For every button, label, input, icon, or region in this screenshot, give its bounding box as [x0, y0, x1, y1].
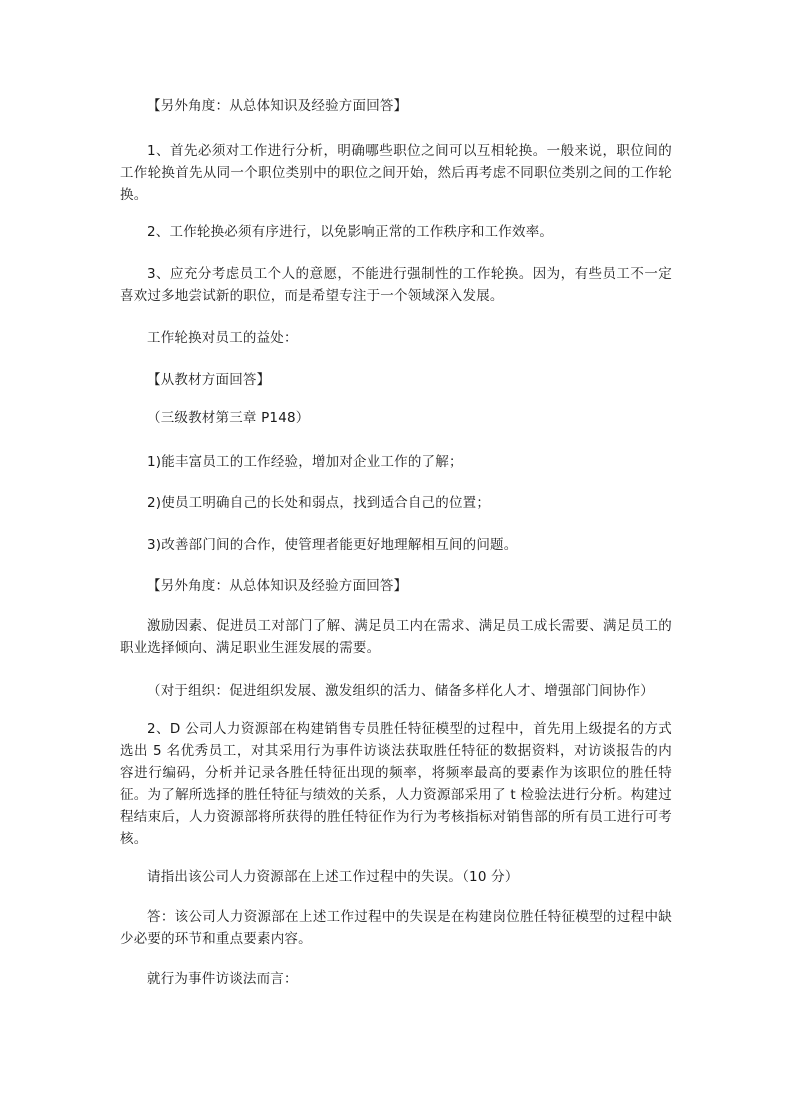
paragraph-bei-intro: 就行为事件访谈法而言：: [147, 971, 298, 987]
list-item-benefit-3: 3)改善部门间的合作，使管理者能更好地理解相互间的问题。: [147, 537, 518, 553]
section-heading-other-angle: 【另外角度：从总体知识及经验方面回答】: [147, 98, 408, 114]
list-item-benefit-2: 2)使员工明确自己的长处和弱点，找到适合自己的位置；: [147, 495, 491, 511]
paragraph-motivation-factors: 激励因素、促进员工对部门了解、满足员工内在需求、满足员工成长需要、满足员工的职业选择倾向、满足职业生涯发展的需要。: [120, 618, 672, 656]
paragraph-rotation-point-3: 3、应充分考虑员工个人的意愿，不能进行强制性的工作轮换。因为，有些员工不一定喜欢过多地尝试新的职位，而是希望专注于一个领域深入发展。: [120, 266, 672, 304]
paragraph-organization-benefits: （对于组织：促进组织发展、激发组织的活力、储备多样化人才、增强部门间协作）: [147, 683, 654, 699]
paragraph-case-question-2: 2、D 公司人力资源部在构建销售专员胜任特征模型的过程中，首先用上级提名的方式选出 5 名优秀员工，对其采用行为事件访谈法获取胜任特征的数据资料，对访谈报告的内容进行编码，分析并记录各胜任特征出现的频率，将频率最高的要素作为该职位的胜任特征。为了解所选择的胜任特征与绩效的关系，人力资源部采用了 t 检验法进行分析。构建过程结束后，人力资源部将所获得的胜任特征作为行为考核指标对销售部的所有员工进行可考核。: [120, 721, 672, 847]
paragraph-answer: 答：该公司人力资源部在上述工作过程中的失误是在构建岗位胜任特征模型的过程中缺少必要的环节和重点要素内容。: [120, 909, 672, 947]
paragraph-benefits-intro: 工作轮换对员工的益处：: [147, 330, 298, 346]
paragraph-textbook-reference: （三级教材第三章 P148）: [147, 410, 310, 426]
section-heading-other-angle-2: 【另外角度：从总体知识及经验方面回答】: [147, 578, 408, 594]
list-item-benefit-1: 1)能丰富员工的工作经验，增加对企业工作的了解；: [147, 454, 463, 470]
paragraph-rotation-point-2: 2、工作轮换必须有序进行，以免影响正常的工作秩序和工作效率。: [147, 224, 554, 240]
paragraph-rotation-point-1: 1、首先必须对工作进行分析，明确哪些职位之间可以互相轮换。一般来说，职位间的工作轮换首先从同一个职位类别中的职位之间开始，然后再考虑不同职位类别之间的工作轮换。: [120, 143, 672, 203]
paragraph-question-prompt: 请指出该公司人力资源部在上述工作过程中的失误。（10 分）: [147, 869, 519, 885]
section-heading-textbook: 【从教材方面回答】: [147, 372, 271, 388]
